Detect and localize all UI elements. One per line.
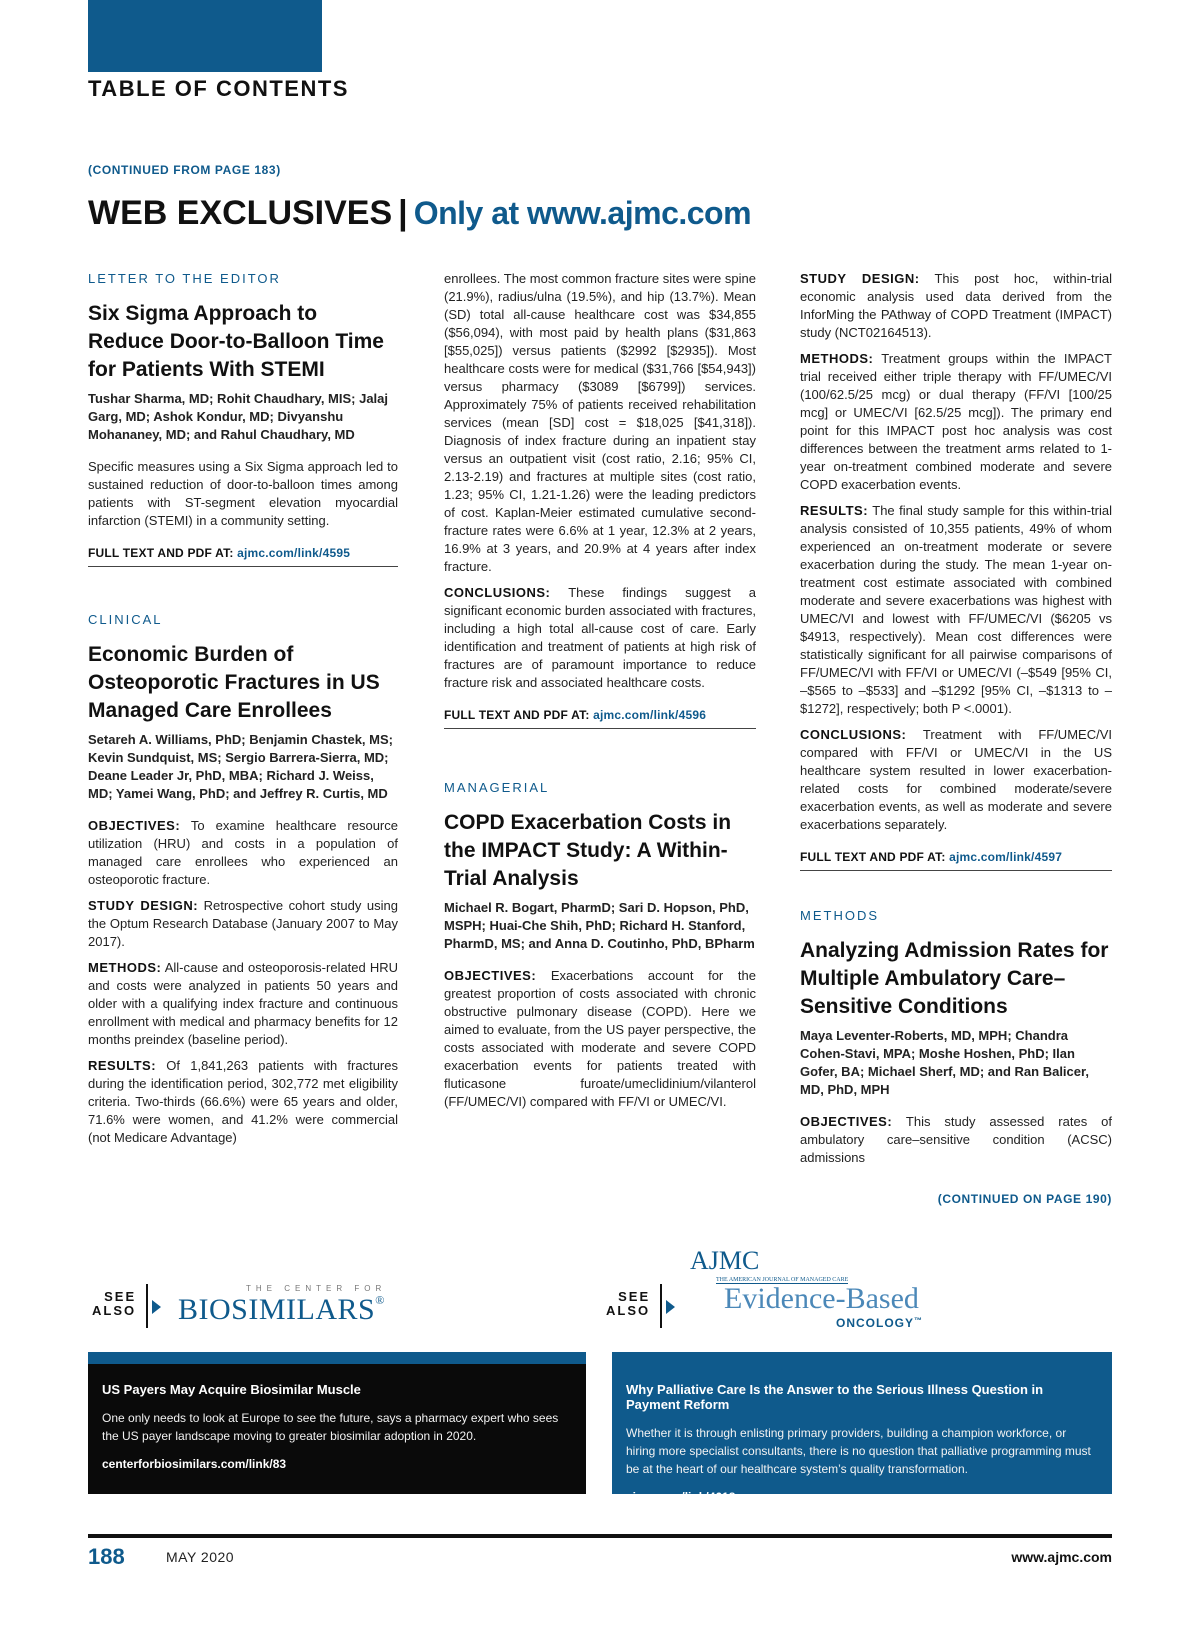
triangle-icon	[152, 1300, 161, 1314]
see-text: SEE	[104, 1289, 137, 1304]
study-design-paragraph	[88, 897, 398, 951]
column-1	[88, 270, 398, 1155]
biosimilars-logo	[178, 1293, 385, 1327]
study-design-paragraph	[800, 270, 1112, 342]
see-text: SEE	[618, 1289, 651, 1304]
also-text: ALSO	[606, 1303, 651, 1318]
section-label: METHODS	[800, 908, 879, 923]
biosimilars-logo-text: BIOSIMILARS	[178, 1293, 376, 1326]
conclusions-label: CONCLUSIONS:	[444, 585, 551, 600]
objectives-text: To examine healthcare resource utilization (HRU) and costs in a population of managed care enrollees who experienced an osteoporotic fracture.	[88, 818, 398, 887]
issue-date: MAY 2020	[166, 1549, 235, 1565]
conclusions-paragraph	[444, 584, 756, 692]
article-summary: Specific measures using a Six Sigma approach led to sustained reduction of door-to-balloon times among patients with ST-segment elevation myocardial infarction (STEMI) in a community setting.	[88, 459, 398, 528]
divider-line	[660, 1284, 662, 1328]
methods-text: All-cause and osteoporosis-related HRU and costs were analyzed in patients 50 years and older with a qualifying index fracture and continuous enrollment with medical and pharmacy benefits for 12 months preindex (baseline period).	[88, 960, 398, 1047]
study-design-label: STUDY DESIGN:	[88, 898, 199, 913]
promo-box-oncology[interactable]	[612, 1352, 1112, 1504]
article-title[interactable]: Six Sigma Approach to Reduce Door-to-Balloon Time for Patients With STEMI	[88, 302, 384, 381]
triangle-icon	[666, 1300, 675, 1314]
article-link[interactable]: ajmc.com/link/4597	[949, 850, 1063, 864]
evidence-based-logo: Evidence-Based	[724, 1282, 919, 1315]
trademark-mark: ™	[914, 1316, 924, 1325]
site-link-title[interactable]: Only at www.ajmc.com	[413, 195, 752, 231]
article-title[interactable]: Economic Burden of Osteoporotic Fractures in US Managed Care Enrollees	[88, 643, 380, 722]
conclusions-paragraph	[800, 726, 1112, 834]
methods-label: METHODS:	[88, 960, 162, 975]
full-text-link-row	[800, 848, 1112, 871]
objectives-label: OBJECTIVES:	[800, 1114, 893, 1129]
results-label: RESULTS:	[800, 503, 869, 518]
see-also-label	[606, 1290, 650, 1318]
study-design-text: This post hoc, within-trial economic analysis used data derived from the InforMing the PAthway of COPD Treatment (IMPACT) study (NCT02164513).	[800, 271, 1112, 340]
promo-text: One only needs to look at Europe to see the future, says a pharmacy expert who sees the US payer landscape moving to greater biosimilar adoption in 2020.	[102, 1411, 559, 1443]
article-link[interactable]: ajmc.com/link/4596	[593, 708, 707, 722]
promo-title[interactable]: US Payers May Acquire Biosimilar Muscle	[102, 1382, 361, 1397]
promo-text: Whether it is through enlisting primary providers, building a champion workforce, or hiring more specialist consultants, there is no question that palliative programming must be at the heart of our healthcare system’s quality transformation.	[626, 1426, 1091, 1476]
promo-box-biosimilars[interactable]	[88, 1352, 586, 1494]
study-design-text: Retrospective cohort study using the Optum Research Database (January 2007 to May 2017).	[88, 898, 398, 949]
article-authors: Maya Leventer-Roberts, MD, MPH; Chandra Cohen-Stavi, MPA; Moshe Hoshen, PhD; Ilan Gofer, BA; Michael Sherf, MD; and Ran Balicer, MD, PhD, MPH	[800, 1028, 1089, 1097]
promo-title[interactable]: Why Palliative Care Is the Answer to the Serious Illness Question in Payment Reform	[626, 1382, 1044, 1412]
objectives-label: OBJECTIVES:	[88, 818, 181, 833]
section-label: MANAGERIAL	[444, 780, 550, 795]
article-authors: Michael R. Bogart, PharmD; Sari D. Hopson, PhD, MSPH; Huai-Che Shih, PhD; Richard H. Stanford, PharmD, MS; and Anna D. Coutinho, PhD, BPharm	[444, 900, 755, 951]
ajmc-logo: AJMC	[690, 1246, 760, 1275]
objectives-paragraph	[88, 817, 398, 889]
objectives-text: Exacerbations account for the greatest proportion of costs associated with chronic obstructive pulmonary disease (COPD). Here we aimed to evaluate, from the US payer perspective, the costs associated with moderate and severe COPD exacerbation events for patients treated with fluticasone furoate/umeclidinium/vilanterol (FF/UMEC/VI) compared with FF/VI or UMEC/VI.	[444, 968, 756, 1109]
promo-link[interactable]: centerforbiosimilars.com/link/83	[102, 1457, 287, 1471]
objectives-paragraph	[444, 967, 756, 1111]
full-text-link-row	[88, 544, 398, 567]
full-text-label: FULL TEXT AND PDF AT:	[88, 546, 234, 560]
results-continued: enrollees. The most common fracture sites were spine (21.9%), radius/ulna (19.5%), and hip (13.7%). Mean (SD) total all-cause healthcare cost was $34,855 ($56,094), with most paid by health plans ($31,863 [$55,025]) versus patients ($2992 [$2935]). Most healthcare costs were for medical ($31,766 [$54,943]) versus pharmacy ($3089 [$6799]) services. Approximately 75% of patients received rehabilitation services (mean [SD] cost = $18,025 [$41,318]). Diagnosis of index fracture during an inpatient stay versus an outpatient visit (cost ratio, 2.16; 95% CI, 2.13-2.19) and fractures at multiple sites (cost ratio, 1.23; 95% CI, 1.21-1.26) were the leading predictors of cost. Kaplan-Meier estimated cumulative second-fracture rates were 6.6% at 1 year, 12.3% at 2 years, 16.9% at 3 years, and 20.9% at 4 years after index fracture.	[444, 271, 756, 574]
web-exclusives-title: WEB EXCLUSIVES	[88, 194, 393, 232]
article-authors: Setareh A. Williams, PhD; Benjamin Chastek, MS; Kevin Sundquist, MS; Sergio Barrera-Sierra, MD; Deane Leader Jr, PhD, MBA; Richard J. Weiss, MD; Yamei Wang, PhD; and Jeffrey R. Curtis, MD	[88, 732, 393, 801]
footer-site-link[interactable]: www.ajmc.com	[1011, 1549, 1112, 1565]
ajmc-subtitle: THE AMERICAN JOURNAL OF MANAGED CARE	[716, 1277, 849, 1283]
results-text: Of 1,841,263 patients with fractures during the identification period, 302,772 met eligibility criteria. Two-thirds (66.6%) were 65 years and older, 71.6% were women, and 41.2% were commercial (not Medicare Advantage)	[88, 1058, 398, 1145]
continued-from-note: (CONTINUED FROM PAGE 183)	[88, 163, 281, 177]
conclusions-text: Treatment with FF/UMEC/VI compared with FF/VI or UMEC/VI in the US healthcare system resulted in lower exacerbation-related costs for combined moderate/severe exacerbation events, as well as moderate and severe exacerbations separately.	[800, 727, 1112, 832]
see-also-label	[92, 1290, 136, 1318]
section-label: LETTER TO THE EDITOR	[88, 271, 281, 286]
results-label: RESULTS:	[88, 1058, 157, 1073]
article-link[interactable]: ajmc.com/link/4595	[237, 546, 351, 560]
section-label: CLINICAL	[88, 612, 163, 627]
study-design-label: STUDY DESIGN:	[800, 271, 920, 286]
column-3	[800, 270, 1112, 1175]
oncology-logo	[836, 1316, 923, 1330]
oncology-text: ONCOLOGY	[836, 1316, 915, 1330]
page-title	[88, 194, 751, 233]
methods-paragraph	[88, 959, 398, 1049]
footer-rule	[88, 1534, 1112, 1538]
full-text-label: FULL TEXT AND PDF AT:	[800, 850, 946, 864]
table-of-contents-label: TABLE OF CONTENTS	[88, 76, 349, 101]
promo-link[interactable]: ajmc.com/link/4618	[626, 1490, 736, 1504]
continued-on-note: (CONTINUED ON PAGE 190)	[937, 1192, 1112, 1206]
article-title[interactable]: Analyzing Admission Rates for Multiple Ambulatory Care–Sensitive Conditions	[800, 939, 1109, 1018]
objectives-label: OBJECTIVES:	[444, 968, 537, 983]
article-authors: Tushar Sharma, MD; Rohit Chaudhary, MIS; Jalaj Garg, MD; Ashok Kondur, MD; Divyanshu Mohananey, MD; and Rahul Chaudhary, MD	[88, 391, 389, 442]
results-paragraph	[88, 1057, 398, 1147]
title-separator: |	[398, 194, 408, 232]
full-text-label: FULL TEXT AND PDF AT:	[444, 708, 590, 722]
full-text-link-row	[444, 706, 756, 729]
registered-mark: ®	[375, 1293, 385, 1307]
conclusions-label: CONCLUSIONS:	[800, 727, 907, 742]
center-for-text: THE CENTER FOR	[246, 1284, 387, 1293]
article-title[interactable]: COPD Exacerbation Costs in the IMPACT Study: A Within-Trial Analysis	[444, 811, 732, 890]
results-paragraph	[800, 502, 1112, 718]
objectives-paragraph	[800, 1113, 1112, 1167]
also-text: ALSO	[92, 1303, 137, 1318]
methods-label: METHODS:	[800, 351, 874, 366]
divider-line	[146, 1284, 148, 1328]
conclusions-text: These findings suggest a significant economic burden associated with fractures, including a high total all-cause cost of care. Early identification and treatment of patients at high risk of fractures are of paramount importance to reduce fracture risk and associated healthcare costs.	[444, 585, 756, 690]
methods-paragraph	[800, 350, 1112, 494]
results-text: The final study sample for this within-trial analysis consisted of 10,355 patients, 49% of whom experienced an on-treatment moderate or severe exacerbation during the study. The mean 1-year on-treatment cost estimate associated with combined moderate and severe exacerbations was highest with UMEC/VI and lowest with FF/UMEC/VI ($6205 vs $4913, respectively). Mean cost differences were statistically significant for all pairwise comparisons of FF/UMEC/VI with FF/VI or UMEC/VI (–$549 [95% CI, –$565 to –$533] and –$1292 [95% CI, –$1313 to –$1272], respectively; both P <.0001).	[800, 503, 1112, 716]
objectives-text: This study assessed rates of ambulatory care–sensitive condition (ACSC) admissions	[800, 1114, 1112, 1165]
column-2	[444, 270, 756, 1119]
methods-text: Treatment groups within the IMPACT trial received either triple therapy with FF/UMEC/VI (100/62.5/25 mcg) or dual therapy (FF/VI [100/25 mcg] or UMEC/VI [62.5/25 mcg]). The primary end point for this IMPACT post hoc analysis was cost differences between the treatment arms related to 1-year on-treatment combined moderate and severe COPD exacerbation events.	[800, 351, 1112, 492]
page-number: 188	[88, 1544, 125, 1569]
header-color-block	[88, 0, 322, 72]
